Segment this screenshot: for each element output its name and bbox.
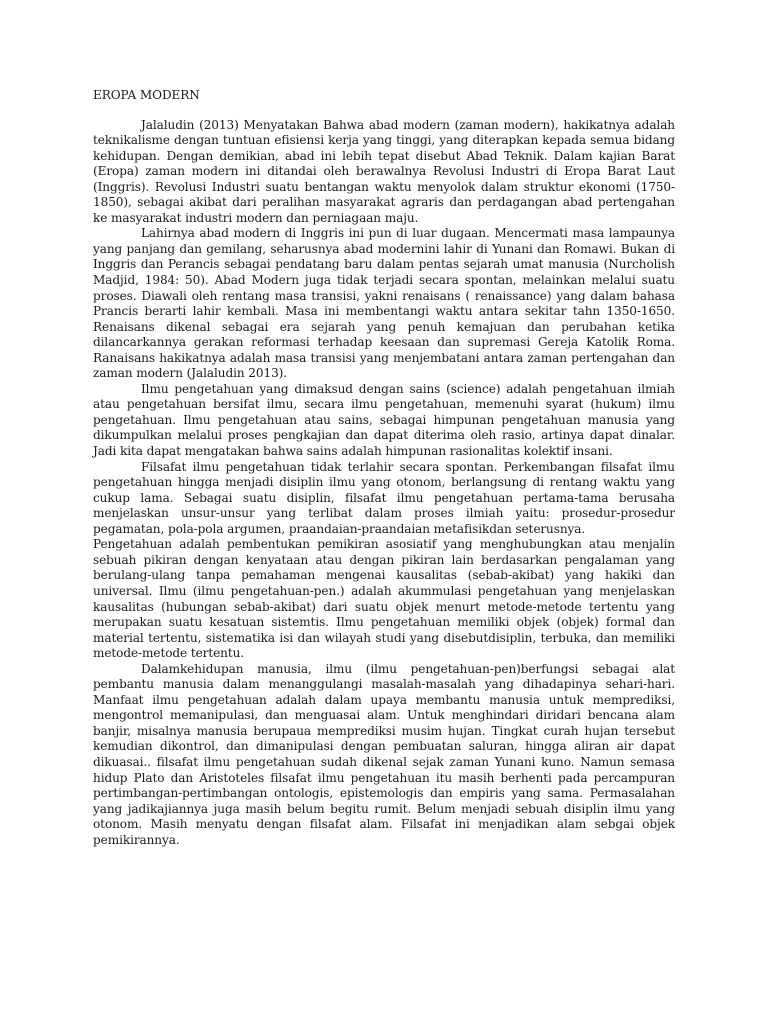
paragraph-1: Jalaludin (2013) Menyatakan Bahwa abad modern (zaman modern), hakikatnya adalah teknikalisme dengan tuntuan efisiensi kerja yang tinggi, yang diterapkan kepada semua bidang kehidupan. Dengan demikian, abad ini lebih tepat disebut Abad Teknik. Dalam kajian Barat (Eropa) zaman modern ini ditandai oleh berawalnya Revolusi Industri di Eropa Barat Laut (Inggris). Revolusi Industri suatu bentangan waktu menyolok dalam struktur ekonomi (1750-1850), sebagai akibat dari peralihan masyarakat agraris dan perdagangan abad pertengahan ke masyarakat industri modern dan perniagaan maju. bbox=[93, 117, 675, 225]
paragraph-4: Filsafat ilmu pengetahuan tidak terlahir secara spontan. Perkembangan filsafat ilmu pengetahuan hingga menjadi disiplin ilmu yang otonom, berlangsung di rentang waktu yang cukup lama. Sebagai suatu disiplin, filsafat ilmu pengetahuan pertama-tama berusaha menjelaskan unsur-unsur yang terlibat dalam proses ilmiah yaitu: prosedur-prosedur pegamatan, pola-pola argumen, praandaian-praandaian metafisikdan seterusnya. bbox=[93, 459, 675, 536]
paragraph-6: Dalamkehidupan manusia, ilmu (ilmu pengetahuan-pen)berfungsi sebagai alat pembantu manusia dalam menanggulangi masalah-masalah yang dihadapinya sehari-hari. Manfaat ilmu pengetahuan adalah dalam upaya membantu manusia untuk memprediksi, mengontrol memanipulasi, dan menguasai alam. Untuk menghindari diridari bencana alam banjir, misalnya manusia berupaua memprediksi musim hujan. Tingkat curah hujan tersebut kemudian dikontrol, dan dimanipulasi dengan pembuatan saluran, hingga aliran air dapat dikuasai.. filsafat ilmu pengetahuan sudah dikenal sejak zaman Yunani kuno. Namun semasa hidup Plato dan Aristoteles filsafat ilmu pengetahuan itu masih berhenti pada percampuran pertimbangan-pertimbangan ontologis, epistemologis dan empiris yang sama. Permasalahan yang jadikajiannya juga masih belum begitu rumit. Belum menjadi sebuah disiplin ilmu yang otonom. Masih menyatu dengan filsafat alam. Filsafat ini menjadikan alam sebgai objek pemikirannya. bbox=[93, 661, 675, 847]
paragraph-2: Lahirnya abad modern di Inggris ini pun di luar dugaan. Mencermati masa lampaunya yang panjang dan gemilang, seharusnya abad modernini lahir di Yunani dan Romawi. Bukan di Inggris dan Perancis sebagai pendatang baru dalam pentas sejarah umat manusia (Nurcholish Madjid, 1984: 50). Abad Modern juga tidak terjadi secara spontan, melainkan melalui suatu proses. Diawali oleh rentang masa transisi, yakni renaisans ( renaissance) yang dalam bahasa Prancis berarti lahir kembali. Masa ini membentangi waktu antara sekitar tahn 1350-1650. Renaisans dikenal sebagai era sejarah yang penuh kemajuan dan perubahan ketika dilancarkannya gerakan reformasi terhadap keesaan dan supremasi Gereja Katolik Roma. Ranaisans hakikatnya adalah masa transisi yang menjembatani antara zaman pertengahan dan zaman modern (Jalaludin 2013). bbox=[93, 226, 675, 381]
paragraph-5: Pengetahuan adalah pembentukan pemikiran asosiatif yang menghubungkan atau menjalin sebuah pikiran dengan kenyataan atau dengan pikiran lain berdasarkan pengalaman yang berulang-ulang tanpa pemahaman mengenai kausalitas (sebab-akibat) yang hakiki dan universal. Ilmu (ilmu pengetahuan-pen.) adalah akummulasi pengetahuan yang menjelaskan kausalitas (hubungan sebab-akibat) dari suatu objek menurt metode-metode tertentu yang merupakan suatu kesatuan sistemtis. Ilmu pengetahuan memiliki objek (objek) formal dan material tertentu, sistematika isi dan wilayah studi yang disebutdisiplin, terbuka, dan memiliki metode-metode tertentu. bbox=[93, 537, 675, 661]
document-title: EROPA MODERN bbox=[93, 88, 200, 102]
paragraph-3: Ilmu pengetahuan yang dimaksud dengan sains (science) adalah pengetahuan ilmiah atau pengetahuan bersifat ilmu, secara ilmu pengetahuan, memenuhi syarat (hukum) ilmu pengetahuan. Ilmu pengetahuan atau sains, sebagai himpunan pengetahuan manusia yang dikumpulkan melalui proses pengkajian dan dapat diterima oleh rasio, artinya dapat dinalar. Jadi kita dapat mengatakan bahwa sains adalah himpunan rasionalitas kolektif insani. bbox=[93, 381, 675, 459]
document-body bbox=[93, 88, 675, 848]
